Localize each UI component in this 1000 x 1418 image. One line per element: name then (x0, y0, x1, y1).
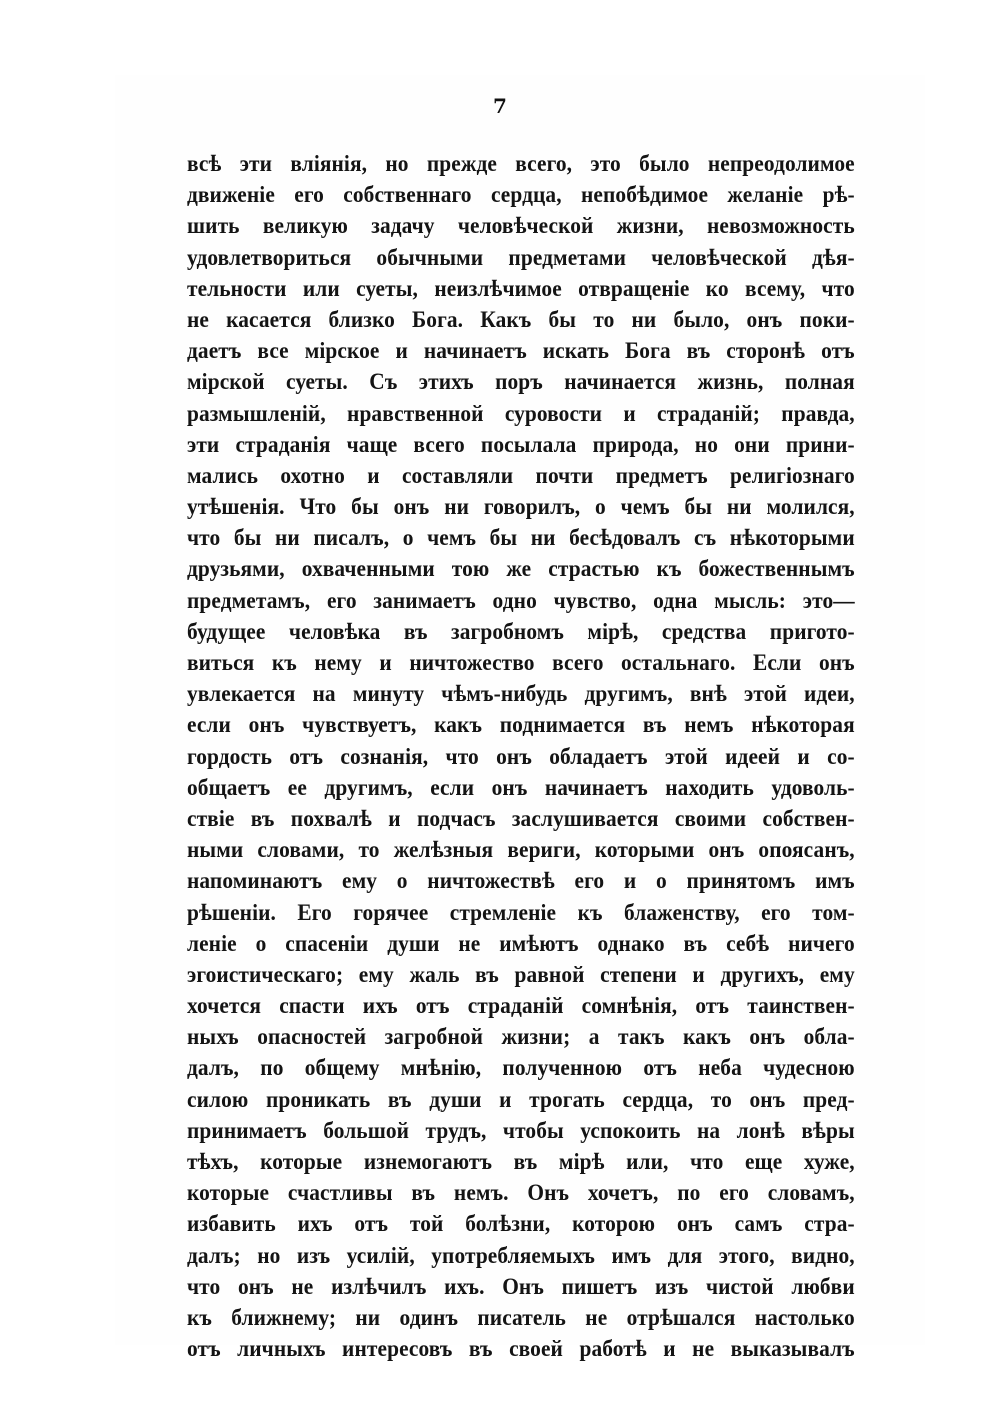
text-line: къ ближнему; ни одинъ писатель не отрѣшался настолько (187, 1304, 855, 1330)
text-line: ными словами, то желѣзныя вериги, которыми онъ опоясанъ, (187, 837, 855, 863)
text-line: что онъ не излѣчилъ ихъ. Онъ пишетъ изъ чистой любви (187, 1273, 855, 1299)
text-line: эгоистическаго; ему жаль въ равной степени и другихъ, ему (187, 961, 855, 987)
text-line: размышленій, нравственной суровости и страданій; правда, (187, 400, 855, 426)
text-line: что бы ни писалъ, о чемъ бы ни бесѣдовалъ съ нѣкоторыми (187, 525, 855, 551)
text-line: шить великую задачу человѣческой жизни, невозможность (187, 213, 855, 239)
text-line: удовлетвориться обычными предметами человѣческой дѣя- (187, 244, 855, 270)
text-line: всѣ эти вліянія, но прежде всего, это было непреодолимое (187, 151, 855, 176)
text-line: которые счастливы въ немъ. Онъ хочетъ, по его словамъ, (187, 1180, 855, 1206)
text-line: эти страданія чаще всего посылала природа, но они прини- (187, 431, 855, 457)
text-line: далъ; но изъ усилій, употребляемыхъ имъ для этого, видно, (187, 1242, 855, 1268)
text-line: не касается близко Бога. Какъ бы то ни было, онъ поки- (187, 306, 855, 332)
text-line: рѣшеніи. Его горячее стремленіе къ блаженству, его том- (187, 899, 855, 925)
text-line: общаетъ ее другимъ, если онъ начинаетъ находить удоволь- (187, 774, 855, 800)
text-line: мірской суеты. Съ этихъ поръ начинается жизнь, полная (187, 369, 855, 395)
text-line: гордость отъ сознанія, что онъ обладаетъ этой идеей и со- (187, 743, 855, 769)
text-line: будущее человѣка въ загробномъ мірѣ, средства пригото- (187, 618, 855, 644)
text-line: напоминаютъ ему о ничтожествѣ его и о принятомъ имъ (187, 868, 855, 894)
text-line: даетъ все мірское и начинаетъ искать Бога въ сторонѣ отъ (187, 338, 855, 364)
text-line: мались охотно и составляли почти предметъ религіознаго (187, 462, 855, 488)
text-line: хочется спасти ихъ отъ страданій сомнѣнія, отъ таинствен- (187, 993, 855, 1019)
text-line: если онъ чувствуетъ, какъ поднимается въ немъ нѣкоторая (187, 712, 855, 738)
text-line: увлекается на минуту чѣмъ-нибудь другимъ, внѣ этой идеи, (187, 681, 855, 707)
text-line: ныхъ опасностей загробной жизни; а такъ какъ онъ обла- (187, 1024, 855, 1050)
text-line: тельности или суеты, неизлѣчимое отвращеніе ко всему, что (187, 275, 855, 301)
text-line: ствіе въ похвалѣ и подчасъ заслушивается своими собствен- (187, 805, 855, 831)
text-line: отъ личныхъ интересовъ въ своей работѣ и не выказывалъ (187, 1336, 855, 1362)
text-line: движеніе его собственнаго сердца, непобѣдимое желаніе рѣ- (187, 182, 855, 208)
text-line: силою проникать въ души и трогать сердца, то онъ пред- (187, 1086, 855, 1112)
text-line: далъ, по общему мнѣнію, полученною отъ неба чудесною (187, 1055, 855, 1081)
text-line: друзьями, охваченными тою же страстью къ божественнымъ (187, 556, 855, 582)
text-line: тѣхъ, которые изнемогаютъ въ мірѣ или, что еще хуже, (187, 1149, 855, 1174)
text-line: леніе о спасеніи души не имѣютъ однако въ себѣ ничего (187, 930, 855, 956)
text-line: утѣшенія. Что бы онъ ни говорилъ, о чемъ бы ни молился, (187, 494, 855, 520)
text-line: избавить ихъ отъ той болѣзни, которою онъ самъ стра- (187, 1211, 855, 1237)
text-line: предметамъ, его занимаетъ одно чувство, одна мысль: это— (187, 587, 855, 613)
page-number: 7 (493, 94, 507, 118)
text-line: принимаетъ большой трудъ, чтобы успокоить на лонѣ вѣры (187, 1117, 855, 1143)
text-line: виться къ нему и ничтожество всего остальнаго. Если онъ (187, 650, 855, 675)
body-text (187, 148, 855, 1364)
